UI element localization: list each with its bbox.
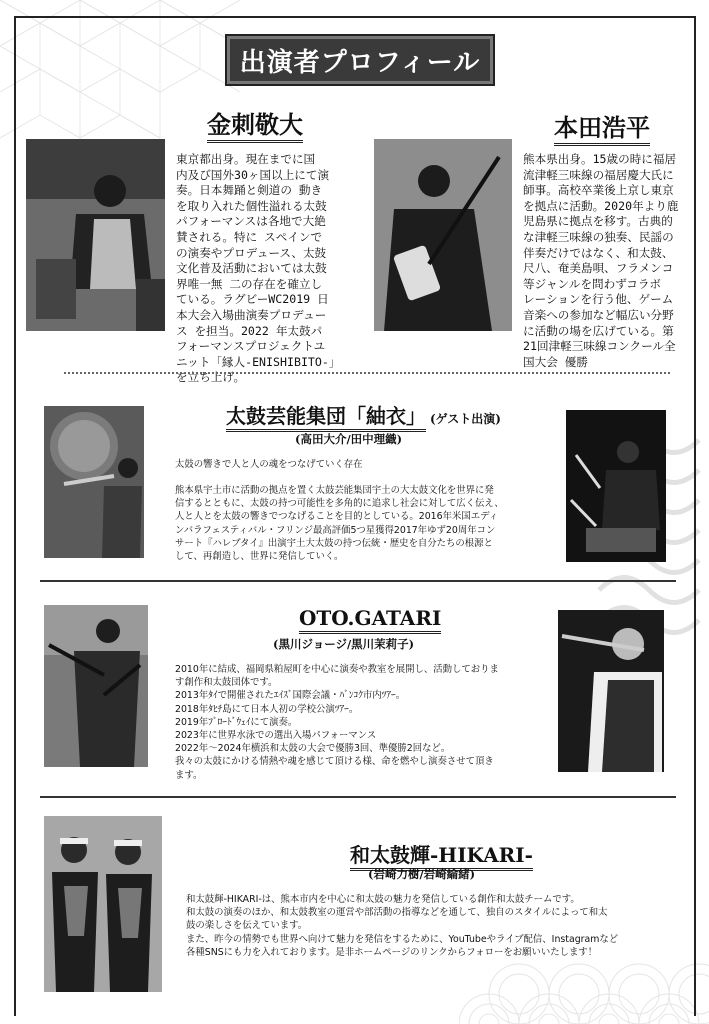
group-members-hikari: (岩崎力樹/岩崎綸緒): [368, 867, 476, 881]
group-members-oto-gatari: (黒川ジョージ/黒川茉莉子): [273, 637, 415, 651]
guest-label: (ゲスト出演): [430, 412, 501, 426]
frame-right: [694, 16, 696, 1016]
drummer-sticks-photo: [566, 410, 666, 562]
section-divider-1: [40, 580, 676, 582]
drummer-photo: [26, 139, 165, 331]
section-divider-2: [40, 796, 676, 798]
section-divider-dotted: [64, 372, 670, 374]
performer-bio-honda: 熊本県出身。15歳の時に福居 流津軽三味線の福居慶大氏に 師事。高校卒業後上京し東京 を拠点に活動。2020年より鹿 児島県に拠点を移す。古典的 な津軽三味線の独奏、民謡の 伴奏だけではなく、和太鼓、 尺八、奄美島唄、フラメンコ 等ジャンルを問わずコラボ レーションを行う他、ゲーム 音楽への参加など幅広い分野 に活動の場を広げている。第 21回津軽三味線コンクール全 国大会 優勝: [523, 152, 679, 369]
group-members-tsumugi: (高田大介/田中理織): [295, 432, 403, 446]
group-body-oto-gatari: 2010年に結成、福岡県粕屋町を中心に演奏や教室を展開し、活動しておりま す創作和太鼓団体です。 2013年ﾀｲで開催されたｴｲｽﾞ国際会議・ﾊﾞﾝｺｸ市内ﾂｱｰ。 2018年ﾀﾋﾁ島にて日本人初の学校公演ﾂｱｰ。 2019年ﾌﾞﾛｰﾄﾞｳｪｲにて演奏。 2023年に世界水泳での選出入場パフォーマンス 2022年～2024年横浜和太鼓の大会で優勝3回、準優勝2回など。 我々の太鼓にかける情熱や魂を感じて頂ける様、命を燃やし演奏させて頂き ます。: [175, 664, 499, 781]
performer-name-honda: 本田浩平: [554, 108, 650, 143]
group-name-tsumugi: 太鼓芸能集団「紬衣」 (ゲスト出演): [226, 400, 501, 429]
group-tagline-tsumugi: 太鼓の響きで人と人の魂をつなげていく存在: [175, 459, 363, 470]
shamisen-player-photo: [374, 139, 512, 331]
oto-gatari-drummer-photo: [44, 605, 148, 767]
odaiko-drummer-photo: [44, 406, 144, 558]
group-body-hikari: 和太鼓輝-HIKARI-は、熊本市内を中心に和太鼓の魅力を発信している創作和太鼓チームです。 和太鼓の演奏のほか、和太鼓教室の運営や部活動の指導などを通して、独自のスタイルによって和太 鼓の楽しさを伝えています。 また、昨今の情勢でも世界へ向けて魅力を発信をするために、YouTubeやライブ配信、Instagramなど 各種SNSにも力を入れております。是非ホームページのリンクからフォローをお願いいたします！: [186, 894, 619, 958]
page-title: 出演者プロフィール: [227, 36, 493, 84]
group-body-tsumugi: 熊本県宇土市に活動の拠点を置く太鼓芸能集団宇土の大太鼓文化を世界に発 信するとともに、太鼓の持つ可能性を多角的に追求し社会に対して広く伝え、 人と人とを太鼓の響きでつなげることを目的としている。2016年米国エディ ンバラフェスティバル・フリンジ最高評価5つ星獲得2017年ゆず20周年コン サート『ハレブタイ』出演宇土大太鼓の持つ伝統・歴史を自分たちの根源と して、再創造し、世界に発信していく。: [175, 485, 504, 563]
performer-name-kanesashi: 金刺敬大: [207, 105, 303, 140]
group-name-hikari: 和太鼓輝-HIKARI-: [350, 839, 533, 868]
frame-top: [14, 16, 696, 18]
flute-player-photo: [558, 610, 664, 772]
group-name-oto-gatari: OTO.GATARI: [299, 606, 441, 630]
frame-left: [14, 16, 16, 1016]
performer-bio-kanesashi: 東京都出身。現在までに国 内及び国外30ヶ国以上にて演 奏。日本舞踊と剣道の 動き を取り入れた個性溢れる太鼓 パフォーマンスは各地で大絶 賛される。特に スペインで の演奏やプロデュース、太鼓 文化普及活動においては太鼓 界唯一無 二の存在を確立し ている。ラグビーWC2019 日 本大会入場曲演奏プロデュー ス を担当。2022 年太鼓パ フォーマンスプロジェクトユ ニット「縁人-ENISHIBITO-」 を立ち上げ。: [176, 152, 341, 385]
hikari-duo-photo: [44, 816, 162, 992]
